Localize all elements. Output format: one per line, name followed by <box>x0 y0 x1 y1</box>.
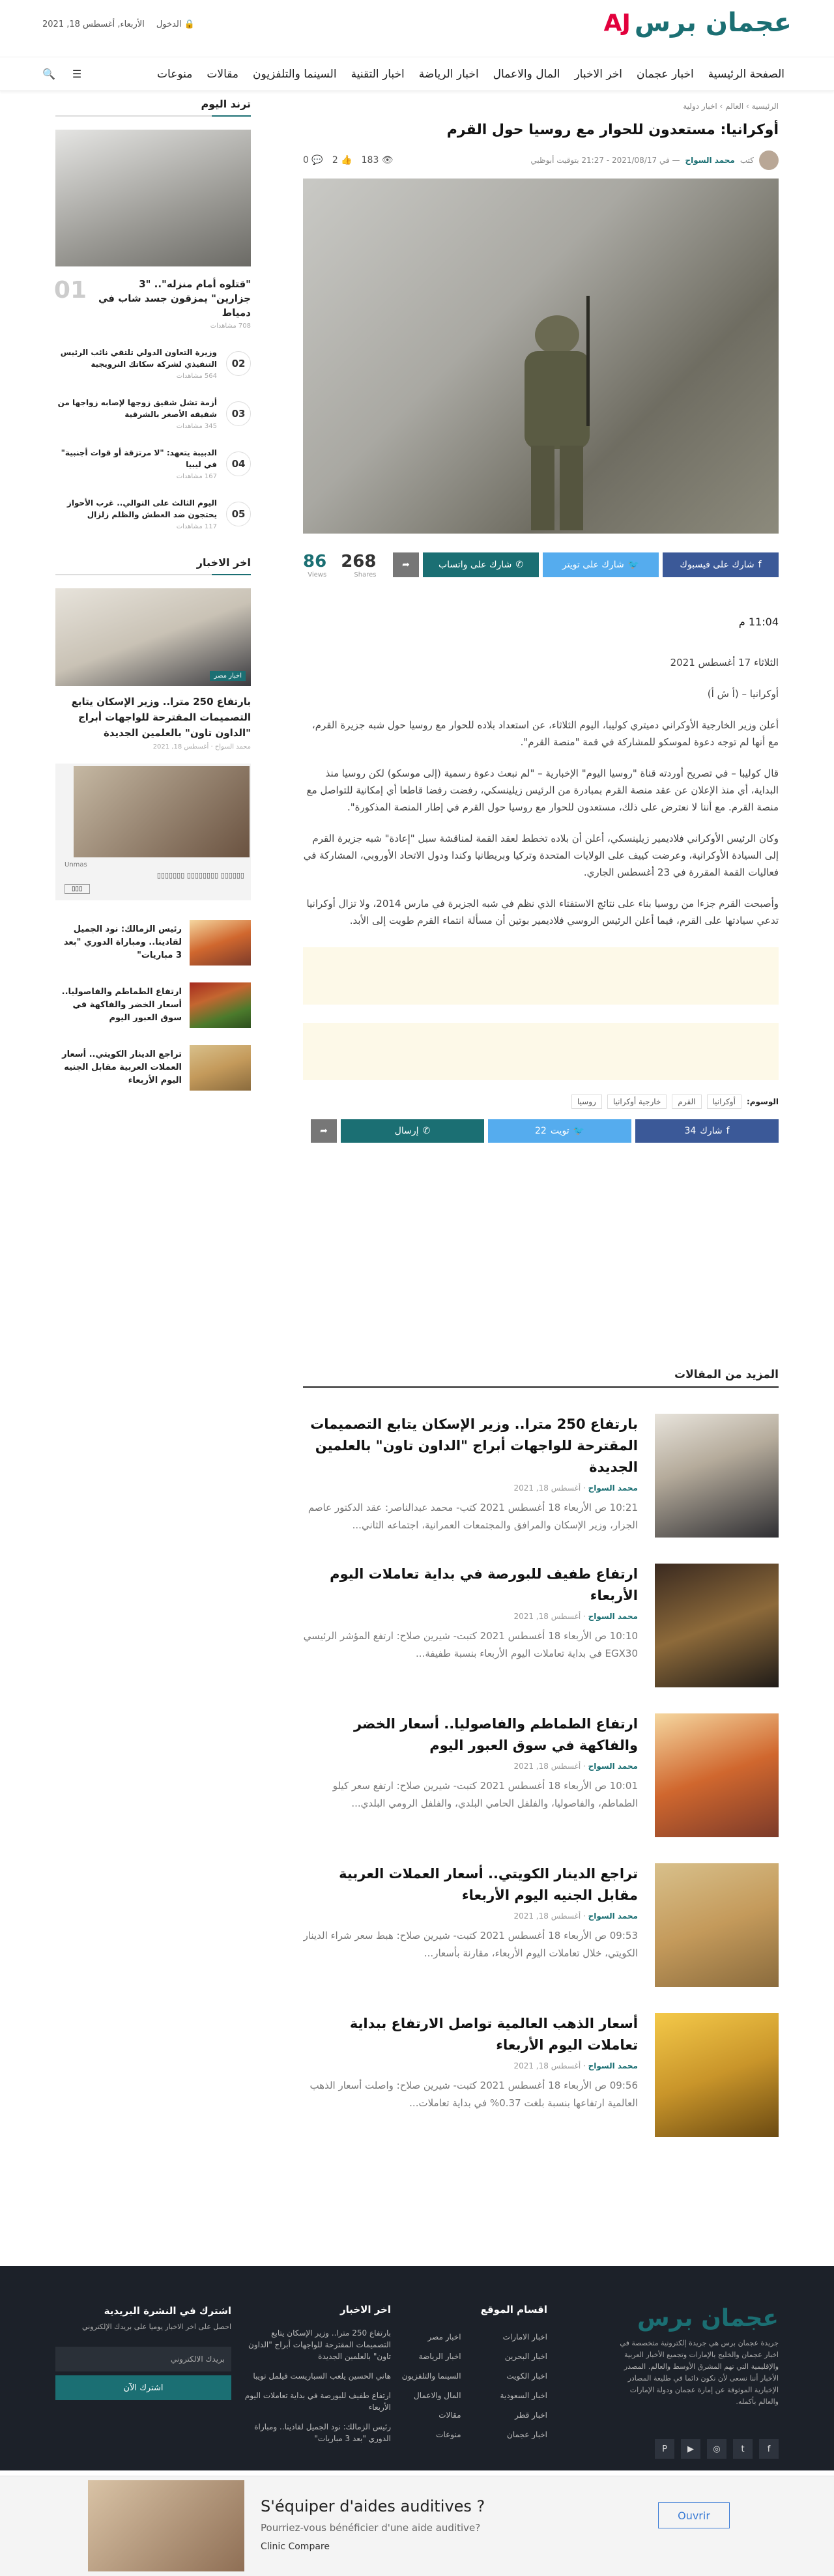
ad-open-button[interactable]: Ouvrir <box>658 2502 730 2528</box>
more-article-author[interactable]: محمد السواح <box>588 1762 638 1771</box>
bottom-ad[interactable] <box>0 2476 834 2576</box>
ad-brand: Clinic Compare <box>261 2541 330 2552</box>
more-article-date: أغسطس 18, 2021 <box>513 1911 581 1921</box>
trending-number: 01 <box>53 277 87 304</box>
tag-link[interactable]: خارجية أوكرانيا <box>607 1095 667 1109</box>
trending-item[interactable] <box>55 497 251 530</box>
nav-item[interactable]: اخر الاخبار <box>574 68 622 81</box>
nav-item[interactable]: منوعات <box>157 68 193 81</box>
soldier-figure <box>498 296 609 534</box>
share-more-icon[interactable]: ➦ <box>311 1119 337 1143</box>
latest-meta: محمد السواح · أغسطس 18, 2021 <box>152 743 251 751</box>
footer-section-link[interactable]: المال والاعمال <box>413 2391 461 2400</box>
ad-image <box>74 766 250 857</box>
trending-title[interactable]: وزيرة التعاون الدولي تلتقي نائب الرئيس التنفيذي لشركة سكاتك النرويجية <box>60 348 217 369</box>
share-twitter-button[interactable]: 🐦 تويت 22 <box>488 1119 631 1143</box>
more-article-item[interactable] <box>303 1863 779 1987</box>
more-articles-heading: المزيد من المقالات <box>303 1368 779 1388</box>
newsletter <box>55 2305 231 2400</box>
instagram-icon[interactable]: ◎ <box>707 2439 726 2459</box>
footer-section-link[interactable]: مقالات <box>439 2411 461 2420</box>
footer-logo[interactable]: عجمان برس <box>637 2305 779 2332</box>
footer-section-link[interactable]: اخبار قطر <box>515 2411 547 2420</box>
more-article-item[interactable] <box>303 1564 779 1687</box>
trending-title[interactable]: الدبيبة يتعهد: "لا مرتزقة أو قوات أجنبية" في ليبيا <box>61 448 217 469</box>
sidebar-news-thumb[interactable] <box>190 920 251 966</box>
trending-meta: 708 مشاهدات <box>210 322 251 330</box>
more-article-thumb[interactable] <box>655 1863 779 1987</box>
category-badge[interactable]: اخبار مصر <box>210 671 246 681</box>
more-article-excerpt: 10:01 ص الأربعاء 18 أغسطس 2021 كتبت- شيرين صلاح: ارتفع سعر كيلو الطماطم، والفاصوليا، والفلفل الحامي البلدي، والفلفل الرومي البلدي... <box>332 1780 638 1809</box>
nav-item[interactable]: مقالات <box>207 68 238 81</box>
footer-section-link[interactable]: اخبار عجمان <box>507 2430 547 2439</box>
share-whatsapp-button[interactable]: ✆ شارك على واتساب <box>423 552 539 577</box>
more-article-item[interactable] <box>303 1713 779 1837</box>
ad-image <box>88 2480 244 2571</box>
nav-item[interactable]: السينما والتلفزيون <box>253 68 337 81</box>
article-paragraph: أوكرانيا – (أ ش أ) <box>707 688 779 700</box>
more-article-author[interactable]: محمد السواح <box>588 2061 638 2070</box>
footer-section-link[interactable]: منوعات <box>436 2430 461 2439</box>
article-body <box>303 616 779 929</box>
more-article-author[interactable]: محمد السواح <box>588 1612 638 1621</box>
pinterest-icon[interactable]: P <box>655 2439 674 2459</box>
author-avatar[interactable] <box>759 150 779 170</box>
sidebar <box>55 98 251 1091</box>
login-link[interactable]: 🔒 الدخول <box>156 20 195 29</box>
trending-item[interactable] <box>55 447 251 480</box>
tags-label: الوسوم: <box>746 1097 779 1106</box>
more-article-meta: محمد السواح · أغسطس 18, 2021 <box>513 1483 638 1493</box>
trending-title[interactable]: "قتلوه أمام منزله".. "3 جزارين" يمزقون جسد شاب في دمياط <box>98 278 251 319</box>
share-facebook-button[interactable]: f شارك على فيسبوك <box>663 552 779 577</box>
sidebar-news-title[interactable]: رئيس الزمالك: نود الجميل لقادينا.. ومباراة الدوري "بعد 3 مباريات" <box>63 924 182 960</box>
article-time: 11:04 م <box>738 616 779 628</box>
tags <box>303 1095 779 1109</box>
sidebar-news-title[interactable]: تراجع الدينار الكويتي.. أسعار العملات العربية مقابل الجنيه اليوم الأربعاء <box>62 1050 182 1085</box>
more-article-excerpt: 09:53 ص الأربعاء 18 أغسطس 2021 كتبت- شيرين صلاح: هبط سعر شراء الدينار الكويتي، خلال تعاملات اليوم الأربعاء، مقارنة بأسعار... <box>303 1930 638 1959</box>
logo-text: عجمان برس <box>634 8 792 38</box>
more-article-date: أغسطس 18, 2021 <box>513 1612 581 1621</box>
more-article-meta: محمد السواح · أغسطس 18, 2021 <box>513 1911 638 1921</box>
footer-section-link[interactable]: اخبار الكويت <box>506 2371 547 2381</box>
sidebar-news-item[interactable] <box>55 920 251 966</box>
nav-item[interactable]: اخبار التقنية <box>351 68 405 81</box>
trending-item[interactable] <box>55 277 251 330</box>
more-article-meta: محمد السواح · أغسطس 18, 2021 <box>513 1762 638 1771</box>
footer-section-link[interactable]: اخبار الامارات <box>502 2332 547 2341</box>
ad-slot <box>303 947 779 1005</box>
footer-sections <box>402 2304 547 2444</box>
trending-item[interactable] <box>55 397 251 430</box>
footer-section-link[interactable]: اخبار مصر <box>427 2332 461 2341</box>
newsletter-text: احصل على اخر الاخبار يوميا على بريدك الإلكتروني <box>81 2323 231 2331</box>
article-paragraph: قال كوليبا – في تصريح أوردته قناة "روسيا اليوم" الإخبارية – "لم نبعث دعوة رسمية (إلى موسكو) لكن روسيا منذ البداية، أي منذ الإعلان عن عقد منصة القرم بمبادرة من الرئيس زيلينسكي، رفضت رفضا قاطعا أي إمكانية للتواصل مع منصة القرم. مع أننا لا نعترض على ذلك، مستعدون للحوار مع روسيا حول القرم في إطار المنصة المذكورة". <box>306 767 779 813</box>
trending-title[interactable]: اليوم الثالث على التوالي.. غرب الأحواز يحتجون ضد العطش والظلم زلزال <box>66 498 217 519</box>
footer <box>0 2266 834 2470</box>
sidebar-news-thumb[interactable] <box>190 1045 251 1091</box>
more-article-thumb[interactable] <box>655 1713 779 1837</box>
comments-stat[interactable]: 💬 0 <box>303 155 323 165</box>
more-article-author[interactable]: محمد السواح <box>588 1483 638 1493</box>
more-article-excerpt: 10:21 ص الأربعاء 18 أغسطس 2021 كتب- محمد عبدالناصر: عقد الدكتور عاصم الجزار، وزير الإسكان والمرافق والمجتمعات العمرانية، اجتماعه الثاني... <box>308 1502 638 1531</box>
footer-section-link[interactable]: السينما والتلفزيون <box>401 2371 461 2381</box>
ad-subtext: Pourriez-vous bénéficier d'une aide auditive? <box>261 2522 481 2534</box>
tag-link[interactable]: روسيا <box>571 1095 602 1109</box>
trending-meta: 117 مشاهدات <box>176 523 217 530</box>
share-more-icon[interactable]: ➦ <box>393 552 419 577</box>
more-article-excerpt: 09:56 ص الأربعاء 18 أغسطس 2021 كتبت- شيرين صلاح: واصلت أسعار الذهب العالمية ارتفاعها بنسبة بلغت 0.37% في بداية تعاملات... <box>309 2080 638 2109</box>
more-article-title[interactable]: تراجع الدينار الكويتي.. أسعار العملات العربية مقابل الجنيه اليوم الأربعاء <box>339 1866 638 1903</box>
footer-latest-link[interactable]: رئيس الزمالك: نود الجميل لقادينا.. ومباراة الدوري "بعد 3 مباريات" <box>254 2422 391 2443</box>
trending-meta: 167 مشاهدات <box>176 473 217 480</box>
share-whatsapp-button[interactable]: ✆ إرسال <box>341 1119 484 1143</box>
breadcrumb: الرئيسية › العالم › اخبار دولية <box>683 102 779 111</box>
main-nav <box>0 57 834 91</box>
more-article-item[interactable] <box>303 1414 779 1538</box>
article-date: — في 2021/08/17 - 21:27 بتوقيت أبوظبي <box>530 156 680 165</box>
newsletter-heading: اشترك في النشرة البريدية <box>104 2305 231 2317</box>
ad-label: Unmas <box>65 861 87 868</box>
footer-latest <box>235 2304 391 2452</box>
nav-item[interactable]: المال والاعمال <box>493 68 560 81</box>
footer-latest-link[interactable]: ارتفاع طفيف للبورصة في بداية تعاملات اليوم الأربعاء <box>244 2391 391 2412</box>
more-article-thumb[interactable] <box>655 2013 779 2137</box>
trending-number: 03 <box>226 401 251 426</box>
latest-heading: اخر الاخبار <box>55 556 251 575</box>
trending-meta: 345 مشاهدات <box>176 423 217 430</box>
tag-link[interactable]: القرم <box>672 1095 701 1109</box>
footer-about: جريدة عجمان برس هي جريدة إلكترونية متخصصة في اخبار عجمان والخليج بالإمارات وتجميع الأخبار العربية والإقليمية التي تهم المشرق الأوسط والعالم. المصدر الأخبار أننا نسعى لأن نكون دائما في طليعة المصادر الإخبارية الموثوقة عن إمارة عجمان ودولة الإمارات والعالم بأكمله. <box>620 2339 779 2406</box>
ad-headline: S'équiper d'aides auditives ? <box>261 2497 485 2515</box>
site-logo[interactable] <box>604 8 792 38</box>
article-date-line: الثلاثاء 17 أغسطس 2021 <box>670 657 779 668</box>
more-article-title[interactable]: أسعار الذهب العالمية تواصل الارتفاع ببداية تعاملات اليوم الأربعاء <box>349 2016 638 2053</box>
share-bar <box>303 552 779 578</box>
more-article-item[interactable] <box>303 2013 779 2137</box>
ad-slot <box>303 1023 779 1080</box>
ad-caption: ▯▯▯▯▯▯ ▯▯▯▯▯▯▯▯ ▯▯▯▯▯▯▯ <box>156 871 244 880</box>
more-article-excerpt: 10:10 ص الأربعاء 18 أغسطس 2021 كتبت- شيرين صلاح: ارتفع المؤشر الرئيسي EGX30 في بداية تعاملات اليوم الأربعاء بنسبة طفيفة... <box>303 1630 638 1659</box>
trending-number: 02 <box>226 351 251 376</box>
more-article-author[interactable]: محمد السواح <box>588 1911 638 1921</box>
nav-item[interactable]: اخبار عجمان <box>636 68 694 81</box>
footer-latest-heading: اخر الاخبار <box>339 2304 391 2315</box>
more-article-title[interactable]: ارتفاع الطماطم والفاصوليا.. أسعار الخضر والفاكهة في سوق العبور اليوم <box>353 1716 638 1753</box>
article-hero-image <box>303 179 779 534</box>
trending-image[interactable] <box>55 130 251 266</box>
trending-item[interactable] <box>55 347 251 380</box>
article-title: أوكرانيا: مستعدون للحوار مع روسيا حول القرم <box>446 122 779 138</box>
more-article-meta: محمد السواح · أغسطس 18, 2021 <box>513 1612 638 1621</box>
sidebar-ad[interactable] <box>55 764 251 900</box>
trending-title[interactable]: أزمة تشل شقيق زوجها لإصابه زواجها من شقيقه الأصغر بالشرقية <box>57 398 217 419</box>
author-link[interactable]: محمد السواح <box>685 156 735 165</box>
views-count: 86 Views <box>303 551 327 579</box>
share-twitter-button[interactable]: 🐦 شارك على تويتر <box>543 552 659 577</box>
share-bar-bottom <box>303 1119 779 1143</box>
nav-item[interactable]: الصفحة الرئيسية <box>708 68 784 81</box>
more-article-title[interactable]: بارتفاع 250 مترا.. وزير الإسكان يتابع التصميمات المقترحة للواجهات أبراج "الداون تاون" بالعلمين الجديدة <box>310 1416 638 1475</box>
twitter-icon[interactable]: t <box>733 2439 753 2459</box>
sidebar-news-item[interactable] <box>55 1045 251 1091</box>
sidebar-news-item[interactable] <box>55 982 251 1028</box>
article-paragraph: أعلن وزير الخارجية الأوكراني دميتري كوليبا، اليوم الثلاثاء، عن استعداد بلاده للحوار مع روسيا حول شبه جزيرة القرم، مع أنها لم توجه دعوة لموسكو للمشاركة في قمة "منصة القرم". <box>311 719 779 748</box>
trending-heading: ترند اليوم <box>55 98 251 117</box>
views-stat: 👁 183 <box>361 155 394 165</box>
more-article-date: أغسطس 18, 2021 <box>513 1483 581 1493</box>
trending-number: 04 <box>226 451 251 476</box>
footer-section-link[interactable]: اخبار الرياضة <box>418 2352 461 2361</box>
more-article-meta: محمد السواح · أغسطس 18, 2021 <box>513 2061 638 2070</box>
date-label: الأربعاء, أغسطس 18, 2021 <box>42 20 145 29</box>
social-links <box>655 2439 779 2459</box>
top-bar <box>0 0 834 57</box>
newsletter-subscribe-button[interactable]: اشترك الآن <box>55 2375 231 2400</box>
shares-count: 268 Shares <box>341 551 377 579</box>
footer-sections-heading: اقسام الموقع <box>480 2304 547 2315</box>
facebook-icon[interactable]: f <box>759 2439 779 2459</box>
tag-link[interactable]: أوكرانيا <box>707 1095 741 1109</box>
more-article-title[interactable]: ارتفاع طفيف للبورصة في بداية تعاملات اليوم الأربعاء <box>330 1566 638 1603</box>
more-article-thumb[interactable] <box>655 1414 779 1538</box>
latest-image[interactable] <box>55 588 251 686</box>
article-meta <box>303 149 779 172</box>
article <box>303 98 779 1143</box>
more-article-date: أغسطس 18, 2021 <box>513 2061 581 2070</box>
trending-number: 05 <box>226 502 251 526</box>
footer-latest-link[interactable]: بارتفاع 250 مترا.. وزير الإسكان يتابع التصميمات المقترحة للواجهات أبراج "الداون تاون" بالعلمين الجديدة <box>248 2328 391 2361</box>
sidebar-news-title[interactable]: ارتفاع الطماطم والفاصوليا.. أسعار الخضر والفاكهة في سوق العبور اليوم <box>61 987 182 1023</box>
more-article-thumb[interactable] <box>655 1564 779 1687</box>
footer-section-link[interactable]: اخبار البحرين <box>504 2352 547 2361</box>
youtube-icon[interactable]: ▶ <box>681 2439 700 2459</box>
share-facebook-button[interactable]: f شارك 34 <box>635 1119 779 1143</box>
logo-mark: AJ <box>603 9 631 36</box>
latest-title[interactable]: بارتفاع 250 مترا.. وزير الإسكان يتابع التصميمات المقترحة للواجهات أبراج "الداون تاون" بالعلمين الجديدة <box>71 696 251 739</box>
more-articles <box>303 1368 779 2137</box>
article-paragraph: وكان الرئيس الأوكراني فلاديمير زيلينسكي، أعلن أن بلاده تخطط لعقد القمة لمناقشة سبل "إعادة" شبه جزيرة القرم إلى السيادة الأوكرانية، وعرضت كييف على الولايات المتحدة وتركيا وبريطانيا وكندا ودول الاتحاد الأوروبي، المشاركة في فعاليات القمة المقررة في 23 أغسطس الجاري. <box>303 833 779 878</box>
likes-stat[interactable]: 👍 2 <box>332 155 352 165</box>
ad-button[interactable]: ▯▯▯ <box>65 884 90 894</box>
search-icon[interactable]: 🔍 <box>42 68 55 80</box>
footer-section-link[interactable]: اخبار السعودية <box>500 2391 547 2400</box>
more-article-date: أغسطس 18, 2021 <box>513 1762 581 1771</box>
footer-latest-link[interactable]: هاني الحسين يلعب السباريست فيلمل تويبا <box>253 2371 391 2381</box>
sidebar-news-thumb[interactable] <box>190 982 251 1028</box>
nav-item[interactable]: اخبار الرياضة <box>418 68 479 81</box>
newsletter-email-input[interactable]: بريدك الالكتروني <box>55 2347 231 2371</box>
article-paragraph: وأصبحت القرم جزءا من روسيا بناء على نتائج الاستفتاء الذي نظم في شبه الجزيرة في مارس 2014، ولا تزال أوكرانيا تدعي سيادتها على القرم، فيما أعلن الرئيس الروسي فلاديمير بوتين أن مسألة انتماء القرم طويت إلى الأبد. <box>306 898 779 926</box>
trending-meta: 564 مشاهدات <box>176 373 217 380</box>
menu-icon[interactable]: ☰ <box>72 68 82 80</box>
author-prefix: كتب <box>740 156 754 165</box>
